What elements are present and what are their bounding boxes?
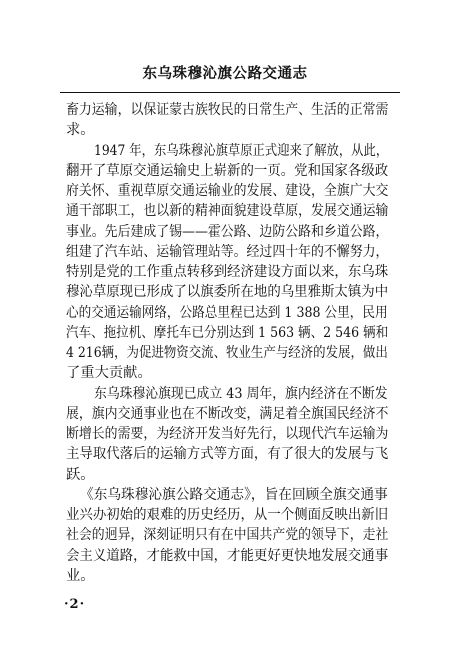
- text-line: 汽车、拖拉机、摩托车已分别达到 1 563 辆、2 546 辆和: [66, 324, 389, 341]
- text-line: 1947 年，东乌珠穆沁旗草原正式迎来了解放，从此，: [94, 142, 389, 159]
- text-line: 社会的迥异，深刻证明只有在中国共产党的领导下，走社: [66, 527, 389, 544]
- text-line: 东乌珠穆沁旗现已成立 43 周年，旗内经济在不断发: [94, 385, 388, 402]
- page-number: ·2·: [64, 597, 86, 612]
- running-header-title: 东乌珠穆沁旗公路交通志: [142, 65, 308, 82]
- text-line: 《东乌珠穆沁旗公路交通志》，旨在回顾全旗交通事: [80, 486, 388, 503]
- text-line: 穆沁草原现已形成了以旗委所在地的乌里雅斯太镇为中: [66, 284, 389, 301]
- text-line: 通干部职工，也以新的精神面貌建设草原，发展交通运输: [66, 203, 389, 220]
- text-line: 翻开了草原交通运输史上崭新的一页。党和国家各级政: [66, 162, 389, 179]
- text-line: 组建了汽车站、运输管理站等。经过四十年的不懈努力，: [66, 243, 389, 260]
- text-line: 跃。: [66, 466, 95, 483]
- text-line: 畜力运输，以保证蒙古族牧民的日常生产、生活的正常需: [66, 102, 389, 118]
- text-line: 展，旗内交通事业也在不断改变，满足着全旗国民经济不: [66, 405, 389, 422]
- text-line: 会主义道路，才能救中国，才能更好更快地发展交通事: [66, 547, 389, 564]
- text-line: 事业。先后建成了锡——霍公路、边防公路和乡道公路，: [66, 223, 389, 240]
- text-line: 府关怀、重视草原交通运输业的发展、建设，全旗广大交: [66, 183, 389, 199]
- text-line: 断增长的需要，为经济开发当好先行，以现代汽车运输为: [66, 426, 389, 442]
- text-line: 业。: [66, 567, 95, 584]
- text-line: 4 216辆，为促进物资交流、牧业生产与经济的发展，做出: [66, 345, 388, 361]
- header-rule: [60, 92, 400, 93]
- text-line: 主导取代落后的运输方式等方面，有了很大的发展与飞: [66, 446, 389, 463]
- text-line: 求。: [66, 122, 95, 139]
- text-line: 了重大贡献。: [66, 365, 152, 382]
- text-line: 心的交通运输网络，公路总里程已达到 1 388 公里，民用: [66, 304, 388, 321]
- text-line: 业兴办初始的艰难的历史经历，从一个侧面反映出新旧: [66, 507, 389, 523]
- text-line: 特别是党的工作重点转移到经济建设方面以来，东乌珠: [66, 264, 389, 280]
